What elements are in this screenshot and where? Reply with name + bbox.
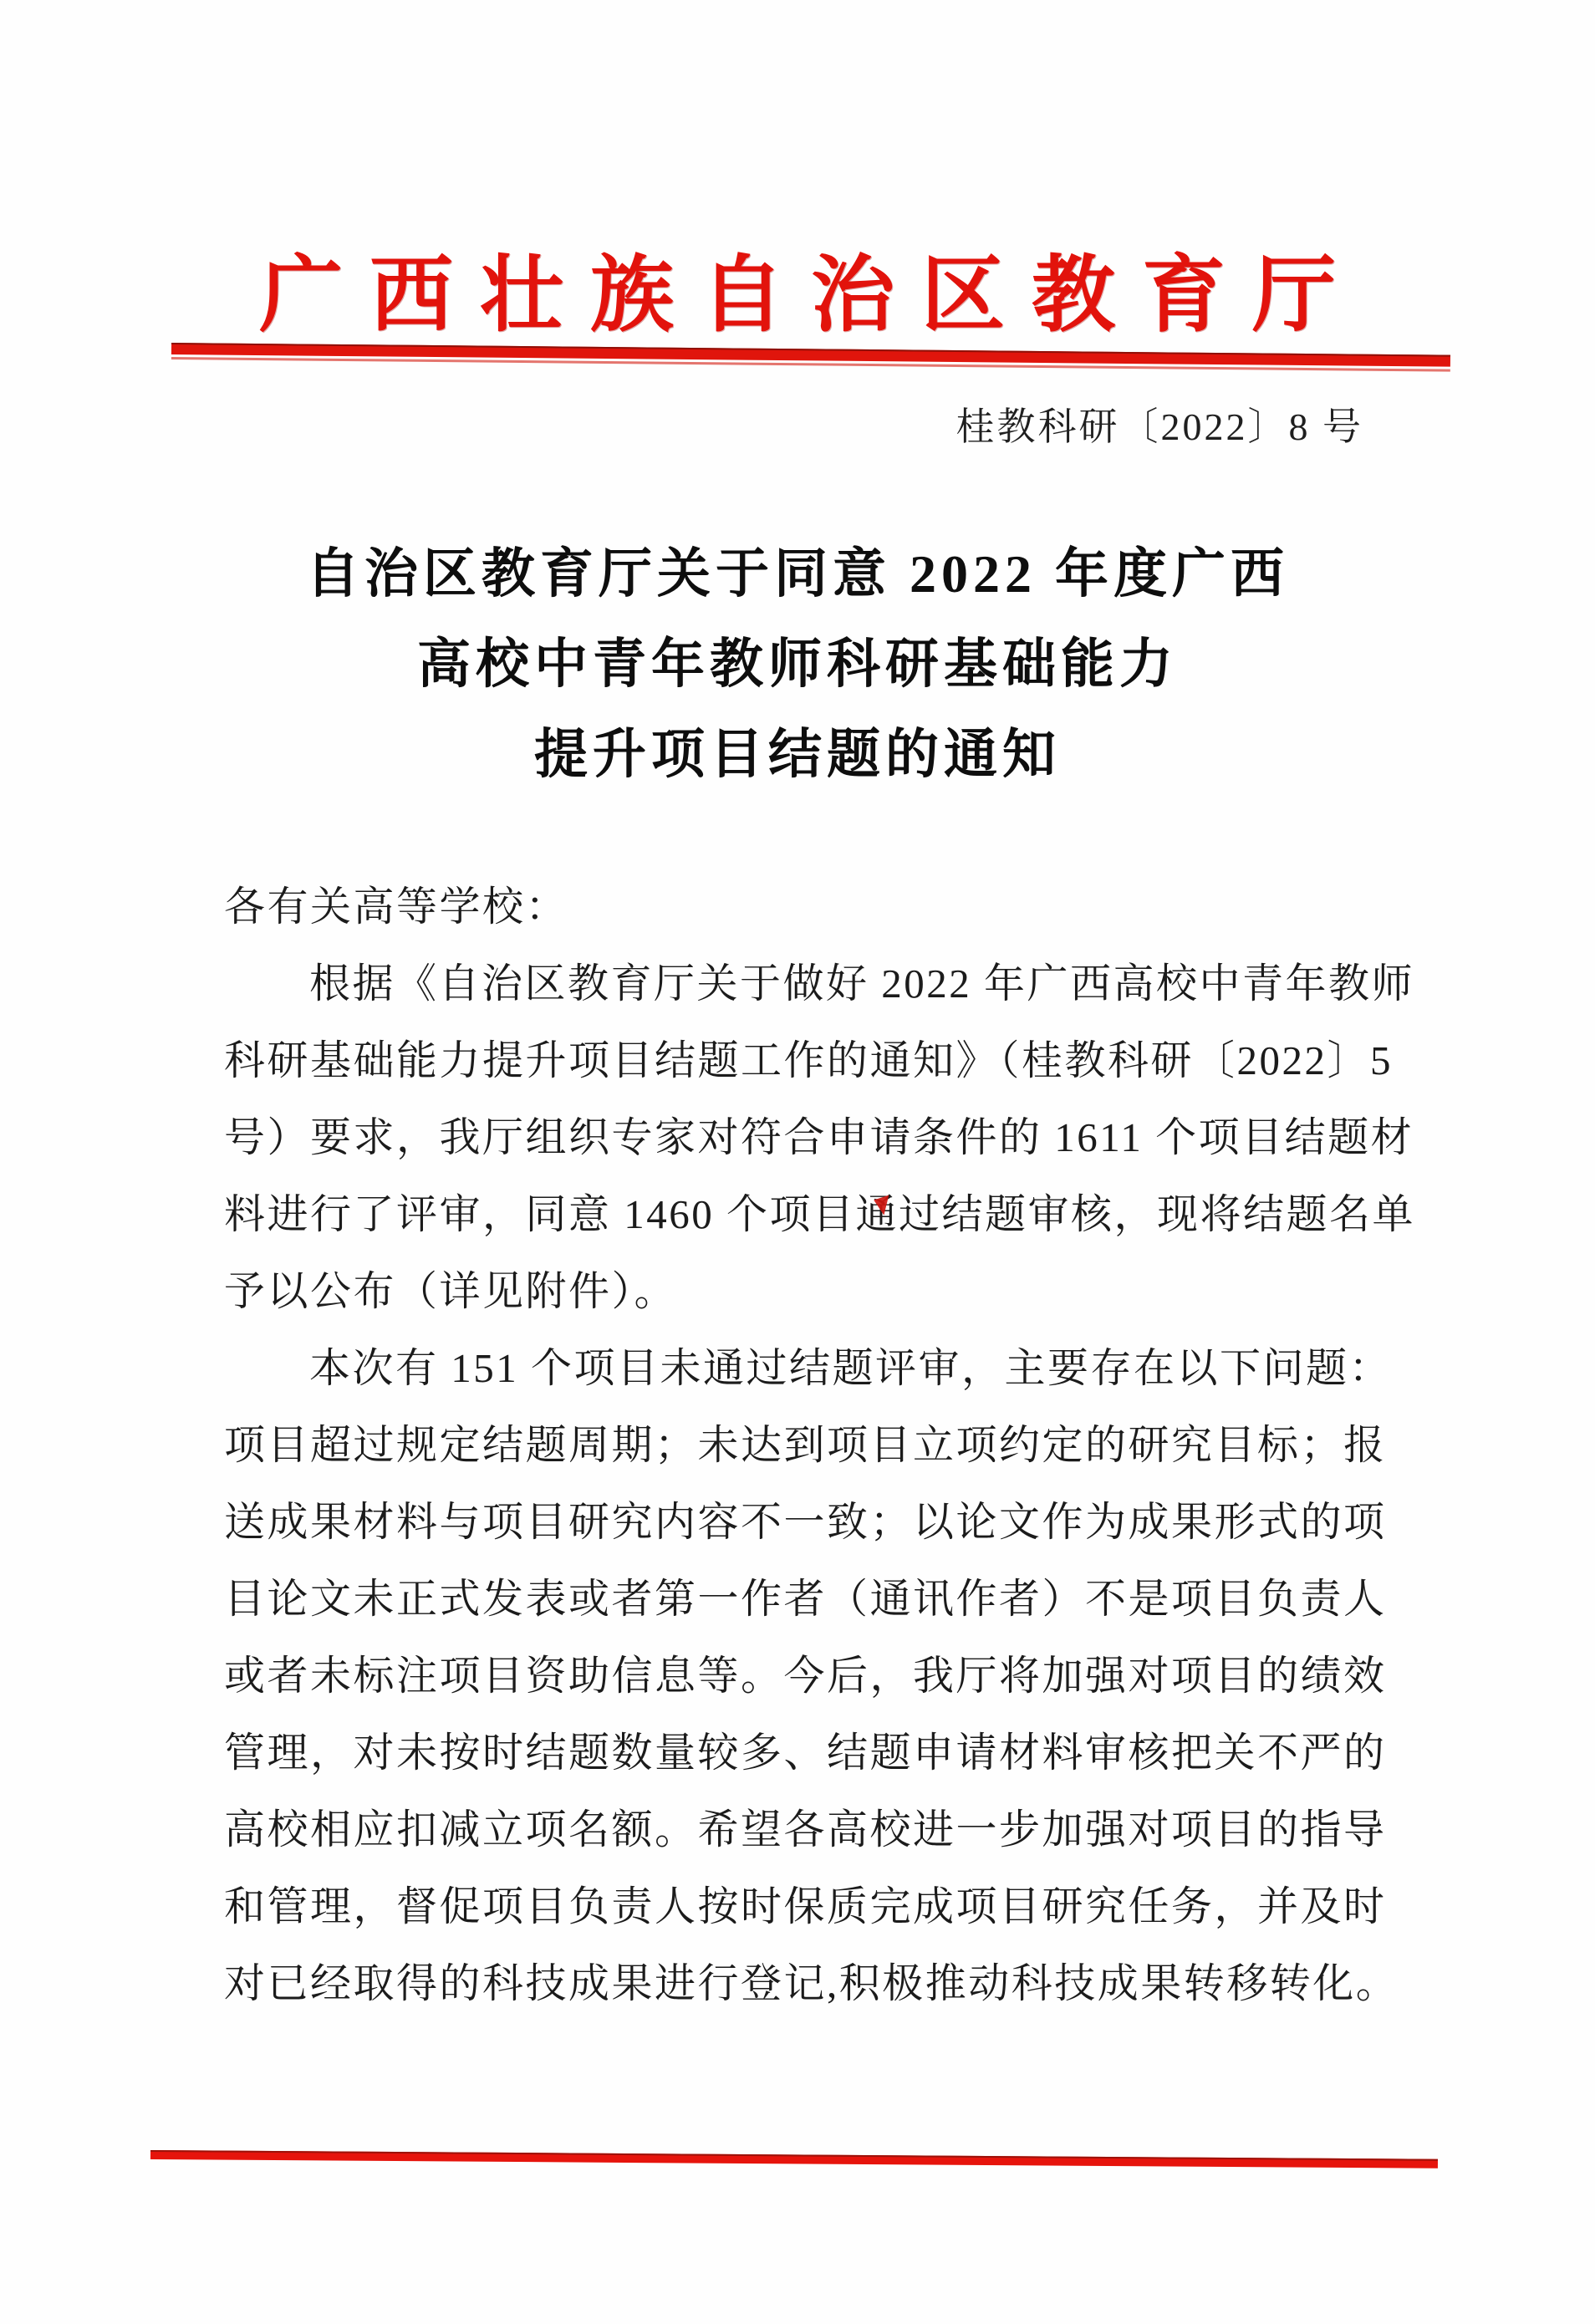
letterhead-org-name: 广西壮族自治区教育厅	[259, 249, 1363, 342]
body-line: 项目超过规定结题周期；未达到项目立项约定的研究目标；报	[224, 1422, 1387, 1468]
document-title	[0, 529, 1595, 800]
body-line: 对已经取得的科技成果进行登记,积极推动科技成果转移转化。	[224, 1960, 1399, 2006]
body-line: 或者未标注项目资助信息等。今后，我厅将加强对项目的绩效	[224, 1653, 1387, 1699]
document-number: 桂教科研〔2022〕8 号	[955, 405, 1363, 448]
body-line: 高校相应扣减立项名额。希望各高校进一步加强对项目的指导	[224, 1807, 1387, 1853]
body-line: 料进行了评审，同意 1460 个项目通过结题审核，现将结题名单	[224, 1191, 1416, 1237]
body-line: 送成果材料与项目研究内容不一致；以论文作为成果形式的项	[224, 1499, 1387, 1545]
body-line: 目论文未正式发表或者第一作者（通讯作者）不是项目负责人	[224, 1576, 1387, 1622]
body-line: 予以公布（详见附件）。	[224, 1268, 678, 1314]
document-body	[224, 869, 1416, 2022]
footer-separator-line	[150, 2150, 1438, 2169]
body-line: 管理，对未按时结题数量较多、结题申请材料审核把关不严的	[224, 1730, 1387, 1776]
title-line-3: 提升项目结题的通知	[534, 725, 1061, 784]
title-line-1: 自治区教育厅关于同意 2022 年度广西	[306, 544, 1289, 604]
body-line: 号）要求，我厅组织专家对符合申请条件的 1611 个项目结题材	[224, 1114, 1414, 1160]
title-line-2: 高校中青年教师科研基础能力	[417, 635, 1178, 694]
body-line: 本次有 151 个项目未通过结题评审，主要存在以下问题：	[309, 1345, 1393, 1391]
body-line: 科研基础能力提升项目结题工作的通知》（桂教科研〔2022〕5	[224, 1037, 1394, 1083]
body-line-salutation: 各有关高等学校：	[224, 884, 569, 930]
body-line: 和管理，督促项目负责人按时保质完成项目研究任务，并及时	[224, 1883, 1387, 1929]
body-line: 根据《自治区教育厅关于做好 2022 年广西高校中青年教师	[309, 961, 1415, 1007]
